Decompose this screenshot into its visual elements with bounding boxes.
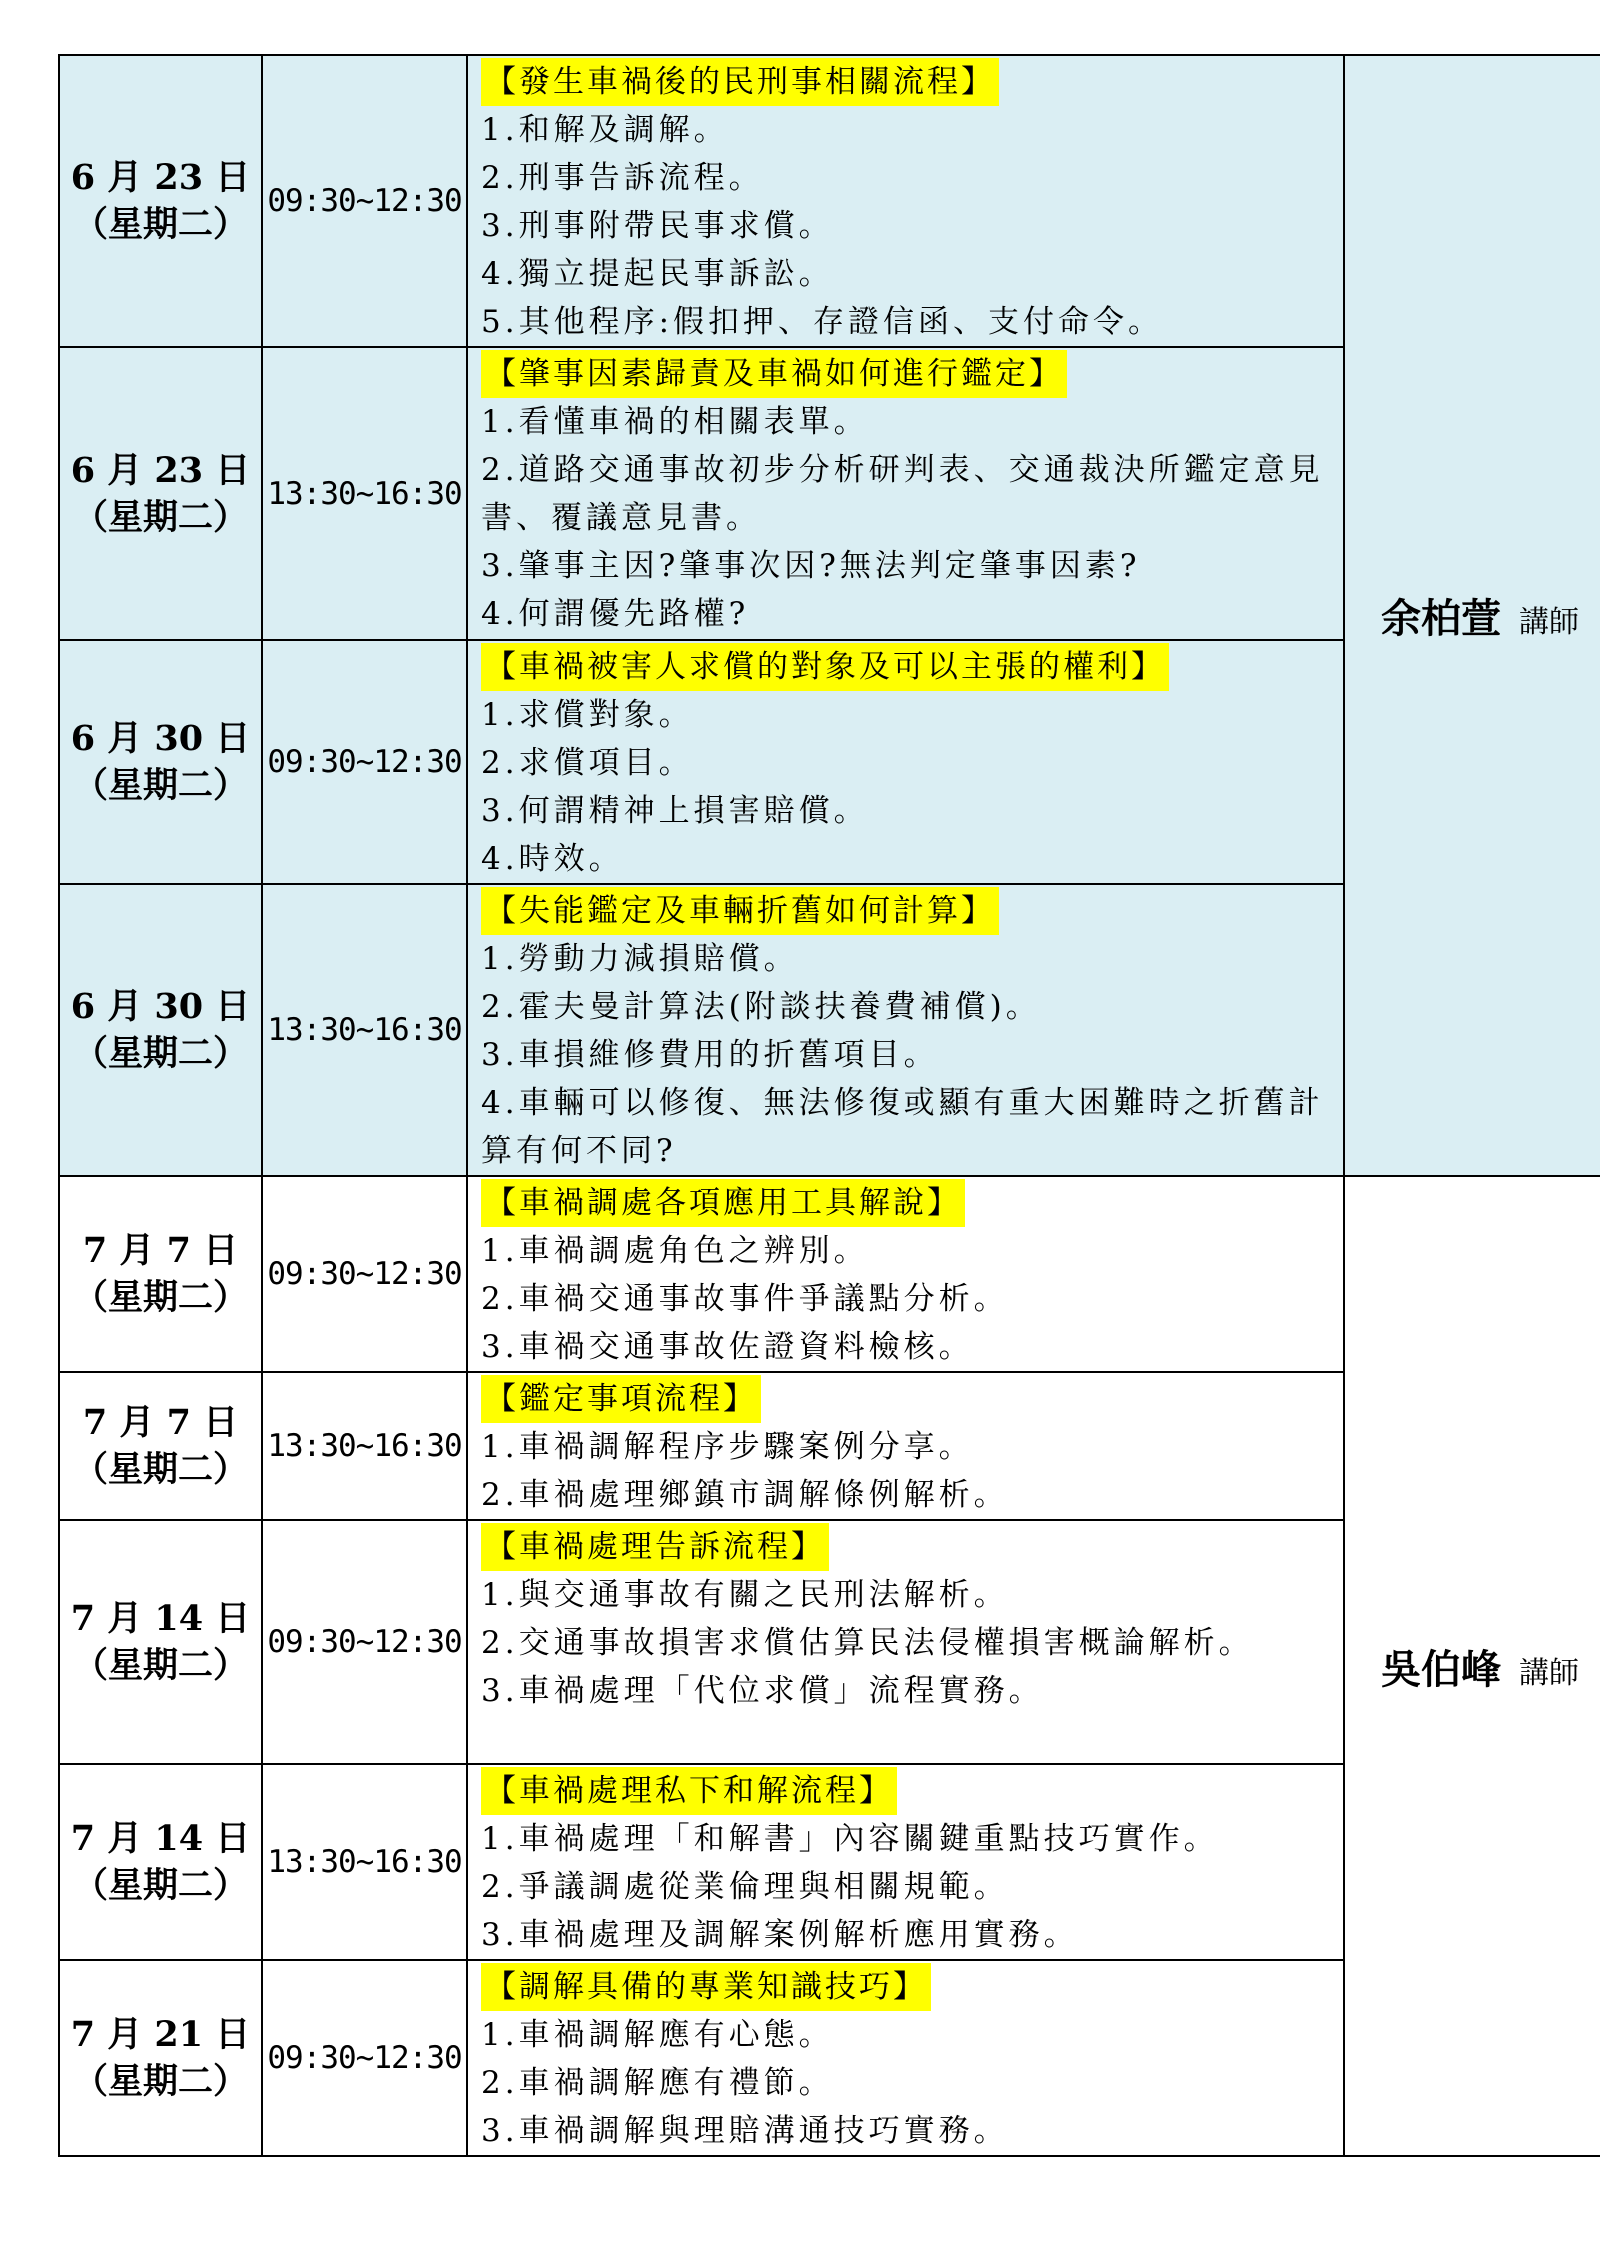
session-day: 7 月 21 日 — [70, 2014, 251, 2055]
session-item: 1.求償對象。 — [481, 697, 694, 733]
session-time: 09:30~12:30 — [262, 640, 467, 884]
session-topic: 【失能鑑定及車輛折舊如何計算】 — [481, 887, 999, 935]
session-item: 3.車禍處理及調解案例解析應用實務。 — [481, 1917, 1079, 1953]
lecturer-title: 講師 — [1519, 1655, 1579, 1691]
session-item: 4.車輛可以修復、無法修復或顯有重大困難時之折舊計算有何不同? — [481, 1085, 1324, 1169]
session-content — [467, 1520, 1344, 1764]
session-item: 4.何謂優先路權? — [481, 596, 750, 632]
session-topic: 【調解具備的專業知識技巧】 — [481, 1963, 931, 2011]
session-topic: 【鑑定事項流程】 — [481, 1375, 761, 1423]
session-item: 1.看懂車禍的相關表單。 — [481, 404, 869, 440]
session-content — [467, 1960, 1344, 2156]
session-time: 13:30~16:30 — [262, 1764, 467, 1960]
lecturer-name: 吳伯峰 — [1381, 1646, 1501, 1693]
session-item: 2.道路交通事故初步分析研判表、交通裁決所鑑定意見書、覆議意見書。 — [481, 452, 1324, 536]
session-row — [59, 1176, 1600, 1372]
session-item: 2.車禍處理鄉鎮市調解條例解析。 — [481, 1477, 1009, 1513]
session-date — [59, 1764, 262, 1960]
session-day: 6 月 23 日 — [70, 449, 251, 491]
session-date — [59, 1176, 262, 1372]
session-item: 2.交通事故損害求償估算民法侵權損害概論解析。 — [481, 1625, 1254, 1661]
session-weekday: （星期二） — [72, 1449, 248, 1490]
session-row — [59, 55, 1600, 347]
session-weekday: （星期二） — [72, 1277, 248, 1318]
session-day: 6 月 23 日 — [70, 157, 251, 198]
session-item: 3.刑事附帶民事求償。 — [481, 208, 834, 244]
session-item: 3.車禍調解與理賠溝通技巧實務。 — [481, 2113, 1009, 2149]
session-content — [467, 1372, 1344, 1520]
session-item: 2.爭議調處從業倫理與相關規範。 — [481, 1869, 1009, 1905]
session-content — [467, 1764, 1344, 1960]
session-item: 2.車禍調解應有禮節。 — [481, 2065, 834, 2101]
session-time: 09:30~12:30 — [262, 1960, 467, 2156]
session-topic: 【車禍處理告訴流程】 — [481, 1523, 829, 1571]
session-item: 3.車禍交通事故佐證資料檢核。 — [481, 1329, 974, 1365]
session-topic: 【車禍處理私下和解流程】 — [481, 1767, 897, 1815]
session-date — [59, 1372, 262, 1520]
session-topic: 【車禍被害人求償的對象及可以主張的權利】 — [481, 643, 1169, 691]
session-topic: 【肇事因素歸責及車禍如何進行鑑定】 — [481, 350, 1067, 398]
session-date — [59, 1520, 262, 1764]
session-content — [467, 1176, 1344, 1372]
session-item: 3.車損維修費用的折舊項目。 — [481, 1037, 939, 1073]
session-time: 13:30~16:30 — [262, 347, 467, 640]
session-weekday: （星期二） — [72, 1865, 248, 1906]
session-date — [59, 1960, 262, 2156]
session-time: 09:30~12:30 — [262, 55, 467, 347]
session-weekday: （星期二） — [72, 1645, 248, 1686]
session-topic: 【發生車禍後的民刑事相關流程】 — [481, 58, 999, 106]
session-weekday: （星期二） — [72, 2061, 248, 2102]
session-time: 13:30~16:30 — [262, 1372, 467, 1520]
session-time: 09:30~12:30 — [262, 1520, 467, 1764]
session-date — [59, 55, 262, 347]
session-item: 2.霍夫曼計算法(附談扶養費補償)。 — [481, 989, 1041, 1025]
session-day: 6 月 30 日 — [70, 986, 251, 1027]
session-item: 3.何謂精神上損害賠償。 — [481, 793, 869, 829]
session-day: 7 月 14 日 — [70, 1818, 251, 1859]
session-content — [467, 884, 1344, 1176]
course-schedule-table — [58, 54, 1600, 2157]
lecturer-title: 講師 — [1519, 605, 1579, 640]
session-item: 1.與交通事故有關之民刑法解析。 — [481, 1577, 1009, 1613]
lecturer-cell — [1344, 55, 1600, 1176]
session-item: 5.其他程序:假扣押、存證信函、支付命令。 — [481, 304, 1164, 340]
session-date — [59, 347, 262, 640]
session-item: 3.車禍處理「代位求償」流程實務。 — [481, 1673, 1044, 1709]
session-item: 2.刑事告訴流程。 — [481, 160, 764, 196]
session-content — [467, 640, 1344, 884]
session-item: 1.車禍處理「和解書」內容關鍵重點技巧實作。 — [481, 1821, 1219, 1857]
session-item: 1.勞動力減損賠償。 — [481, 941, 799, 977]
session-day: 7 月 7 日 — [82, 1402, 239, 1443]
session-date — [59, 884, 262, 1176]
lecturer-cell — [1344, 1176, 1600, 2156]
session-item: 2.車禍交通事故事件爭議點分析。 — [481, 1281, 1009, 1317]
session-item: 4.獨立提起民事訴訟。 — [481, 256, 834, 292]
session-time: 13:30~16:30 — [262, 884, 467, 1176]
session-item: 2.求償項目。 — [481, 745, 694, 781]
session-topic: 【車禍調處各項應用工具解說】 — [481, 1179, 965, 1227]
session-item: 1.車禍調處角色之辨別。 — [481, 1233, 869, 1269]
session-time: 09:30~12:30 — [262, 1176, 467, 1372]
session-weekday: （星期二） — [72, 765, 248, 806]
session-weekday: （星期二） — [72, 496, 248, 538]
session-item: 4.時效。 — [481, 841, 624, 877]
session-item: 1.車禍調解應有心態。 — [481, 2017, 834, 2053]
session-item: 1.和解及調解。 — [481, 112, 729, 148]
lecturer-name: 余柏萱 — [1381, 596, 1501, 642]
session-content — [467, 347, 1344, 640]
session-date — [59, 640, 262, 884]
session-weekday: （星期二） — [72, 1033, 248, 1074]
session-day: 7 月 14 日 — [70, 1598, 251, 1639]
session-day: 6 月 30 日 — [70, 718, 251, 759]
session-item: 1.車禍調解程序步驟案例分享。 — [481, 1429, 974, 1465]
session-day: 7 月 7 日 — [82, 1230, 239, 1271]
session-item: 3.肇事主因?肇事次因?無法判定肇事因素? — [481, 548, 1141, 584]
session-weekday: （星期二） — [72, 204, 248, 245]
session-content — [467, 55, 1344, 347]
